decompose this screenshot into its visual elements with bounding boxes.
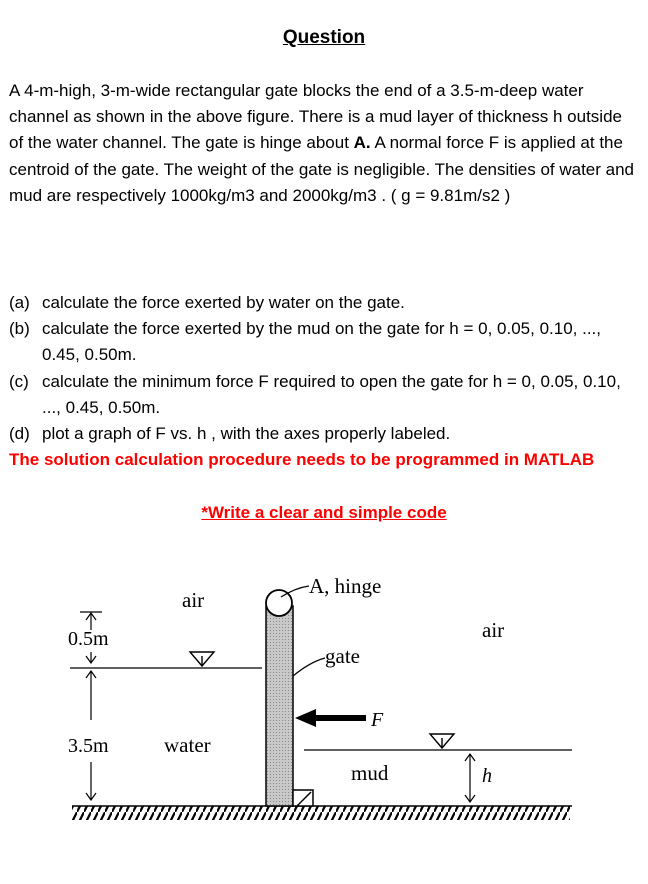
dim-top-label: 0.5m — [68, 628, 109, 650]
hinge-circle — [266, 590, 292, 616]
ground-hatch — [72, 806, 570, 820]
gate-label: gate — [325, 644, 360, 668]
task-label: (b) — [9, 319, 30, 339]
task-text: calculate the minimum force F required to open the gate for h = 0, 0.05, 0.10, ..., 0.45, 0.50m. — [42, 371, 621, 417]
question-title: Question — [282, 27, 366, 48]
task-label: (c) — [9, 371, 29, 391]
matlab-instruction: The solution calculation procedure needs to be programmed in MATLAB — [9, 450, 595, 470]
task-text: calculate the force exerted by water on the gate. — [42, 293, 405, 312]
mud-label: mud — [351, 761, 389, 785]
task-text: calculate the force exerted by the mud on the gate for h = 0, 0.05, 0.10, ..., 0.45, 0.50m. — [42, 319, 601, 365]
statement-text-2: A normal force F is applied at the centroid of the gate. The weight of the gate is negligible. The densities of water and mud are respectively 1000kg/m3 and 2000kg/m3 . ( g = 9.81m/s2 ) — [9, 133, 634, 205]
hinge-label: A, hinge — [309, 574, 382, 598]
task-label: (d) — [9, 424, 30, 444]
statement-text-1: A 4-m-high, 3-m-wide rectangular gate blocks the end of a 3.5-m-deep water channel as shown in the above figure. There is a mud layer of thickness h outside of the water channel. The gate is hinge about — [9, 81, 622, 153]
dim-bottom-label: 3.5m — [68, 735, 109, 757]
force-label: F — [371, 709, 384, 731]
force-arrow-head — [295, 709, 316, 727]
h-label: h — [482, 765, 492, 787]
hinge-point-bold: A. — [353, 133, 371, 153]
air-right-label: air — [482, 618, 505, 642]
force-arrow-shaft — [312, 715, 366, 721]
air-left-label: air — [182, 588, 205, 612]
water-label: water — [164, 733, 211, 757]
gate — [266, 606, 293, 806]
task-label: (a) — [9, 293, 30, 312]
task-text: plot a graph of F vs. h , with the axes properly labeled. — [42, 424, 451, 444]
code-note: *Write a clear and simple code — [201, 503, 447, 522]
gate-leader — [293, 658, 325, 676]
